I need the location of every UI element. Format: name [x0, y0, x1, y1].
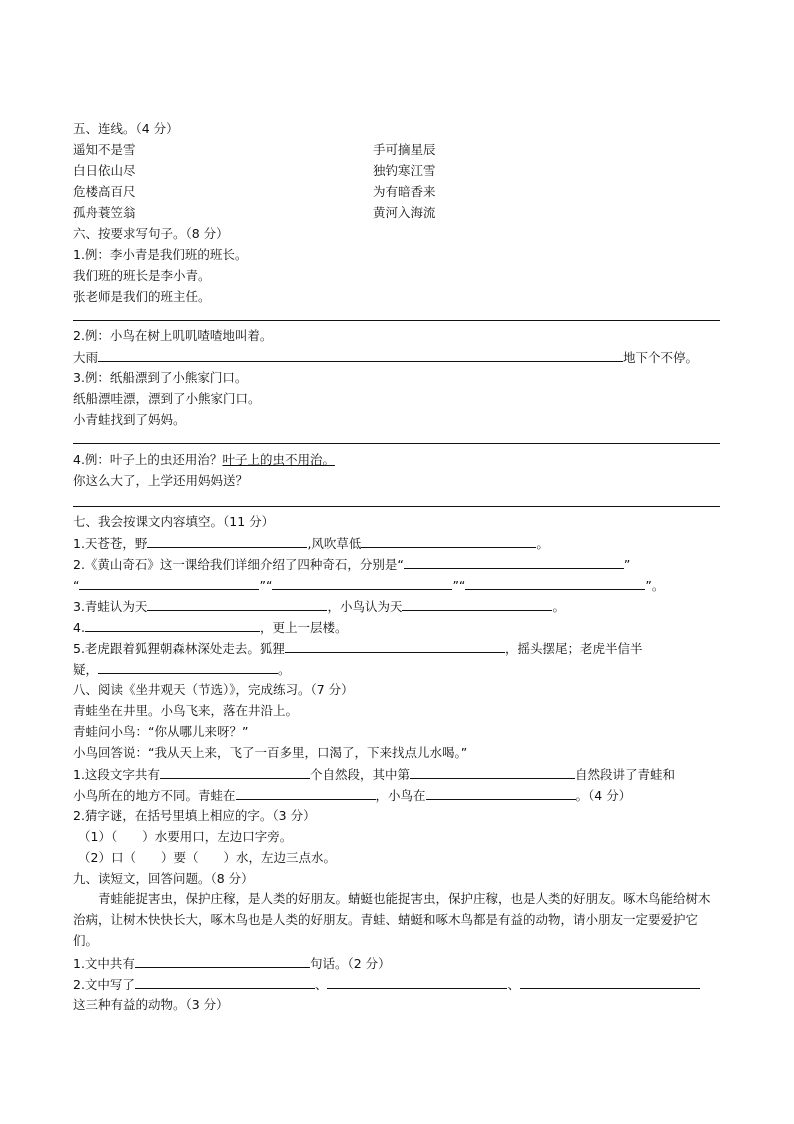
fill-blank[interactable] — [327, 976, 507, 989]
q6-4-prompt: 你这么大了，上学还用妈妈送？ — [73, 473, 249, 488]
section-6-title: 六、按要求写句子。（8 分） — [73, 226, 229, 241]
fill-blank[interactable] — [98, 661, 278, 674]
match-left-2: 白日依山尽 — [73, 163, 136, 178]
q7-2: 2.《黄山奇石》这一课给我们详细介绍了四种奇石，分别是“ ” — [73, 557, 631, 572]
passage-paragraph: 青蛙能捉害虫，保护庄稼，是人类的好朋友。蜻蜓也能捉害虫，保护庄稼，也是人类的好朋友。啄木鸟能给树木治病，让树木快快长大，啄木鸟也是人类的好朋友。青蛙、蜻蜓和啄木鸟都是有益的动物，请小朋友一定要爱护它们。 — [73, 891, 711, 948]
passage-line-2: 青蛙问小鸟：“你从哪儿来呀？” — [73, 724, 249, 739]
match-left-1: 遥知不是雪 — [73, 142, 136, 157]
match-left-4: 孤舟蓑笠翁 — [73, 205, 136, 220]
q6-1-example-answer: 我们班的班长是李小青。 — [73, 268, 211, 283]
match-right-3: 为有暗香来 — [373, 184, 436, 199]
answer-line[interactable] — [73, 506, 720, 507]
q8-1: 1.这段文字共有 个自然段，其中第 自然段讲了青蛙和 — [73, 767, 675, 782]
q8-2: 2.猜字谜，在括号里填上相应的字。（3 分） — [73, 808, 316, 823]
q7-5-cont: 疑， 。 — [73, 662, 291, 677]
fill-blank[interactable] — [410, 766, 575, 779]
fill-blank[interactable] — [79, 577, 259, 590]
fill-blank[interactable] — [147, 598, 327, 611]
section-9-title: 九、读短文，回答问题。（8 分） — [73, 871, 254, 886]
q6-2-example: 2.例：小鸟在树上叽叽喳喳地叫着。 — [73, 328, 273, 343]
fill-blank[interactable] — [160, 766, 310, 779]
match-right-2: 独钓寒江雪 — [373, 163, 436, 178]
section-7-title: 七、我会按课文内容填空。（11 分） — [73, 514, 275, 529]
q7-1: 1.天苍苍，野 ,风吹草低 。 — [73, 536, 549, 551]
fill-blank[interactable] — [404, 556, 624, 569]
fill-blank[interactable] — [135, 955, 310, 968]
answer-line[interactable] — [73, 443, 720, 444]
q6-2-line: 大雨 地下个不停。 — [73, 350, 699, 365]
q6-1-example: 1.例：李小青是我们班的班长。 — [73, 247, 248, 262]
match-left-3: 危楼高百尺 — [73, 184, 136, 199]
q7-4: 4. ，更上一层楼。 — [73, 620, 348, 635]
q7-5: 5.老虎跟着狐狸朝森林深处走去。狐狸 ，摇头摆尾；老虎半信半 — [73, 641, 643, 656]
fill-blank[interactable] — [285, 640, 505, 653]
fill-blank[interactable] — [147, 535, 307, 548]
passage-line-3: 小鸟回答说：“我从天上来，飞了一百多里，口渴了，下来找点儿水喝。” — [73, 745, 468, 760]
fill-blank[interactable] — [426, 787, 576, 800]
q8-2-riddle-2: （2）口（ ）要（ ）水，左边三点水。 — [78, 850, 336, 865]
fill-blank[interactable] — [85, 619, 260, 632]
answer-line[interactable] — [73, 320, 720, 321]
q7-3: 3.青蛙认为天 ，小鸟认为天 。 — [73, 599, 565, 614]
fill-blank[interactable] — [135, 976, 315, 989]
q6-3-example-answer: 纸船漂哇漂，漂到了小熊家门口。 — [73, 391, 261, 406]
match-right-4: 黄河入海流 — [373, 205, 436, 220]
fill-blank[interactable] — [272, 577, 452, 590]
q6-3-example: 3.例：纸船漂到了小熊家门口。 — [73, 370, 248, 385]
fill-blank[interactable] — [520, 976, 700, 989]
q8-1-cont: 小鸟所在的地方不同。青蛙在 ，小鸟在 。（4 分） — [73, 788, 632, 803]
q8-2-riddle-1: （1）（ ）水要用口，左边口字旁。 — [78, 829, 293, 844]
match-right-1: 手可摘星辰 — [373, 142, 436, 157]
q6-3-prompt: 小青蛙找到了妈妈。 — [73, 412, 186, 427]
section-5-title: 五、连线。（4 分） — [73, 121, 179, 136]
q9-1: 1.文中共有 句话。（2 分） — [73, 956, 391, 971]
fill-blank[interactable] — [465, 577, 645, 590]
q7-2-cont: “ ”“ ”“ ”。 — [73, 578, 665, 593]
fill-blank[interactable] — [98, 349, 623, 362]
q9-2-cont: 这三种有益的动物。（3 分） — [73, 997, 229, 1012]
fill-blank[interactable] — [402, 598, 552, 611]
q6-1-prompt: 张老师是我们的班主任。 — [73, 289, 211, 304]
q6-4-example: 4.例：叶子上的虫还用治？叶子上的虫不用治。 — [73, 452, 335, 467]
fill-blank[interactable] — [361, 535, 536, 548]
fill-blank[interactable] — [236, 787, 376, 800]
passage-line-1: 青蛙坐在井里。小鸟飞来，落在井沿上。 — [73, 703, 299, 718]
section-8-title: 八、阅读《坐井观天（节选）》，完成练习。（7 分） — [73, 682, 354, 697]
q9-2: 2.文中写了 、 、 — [73, 976, 700, 993]
